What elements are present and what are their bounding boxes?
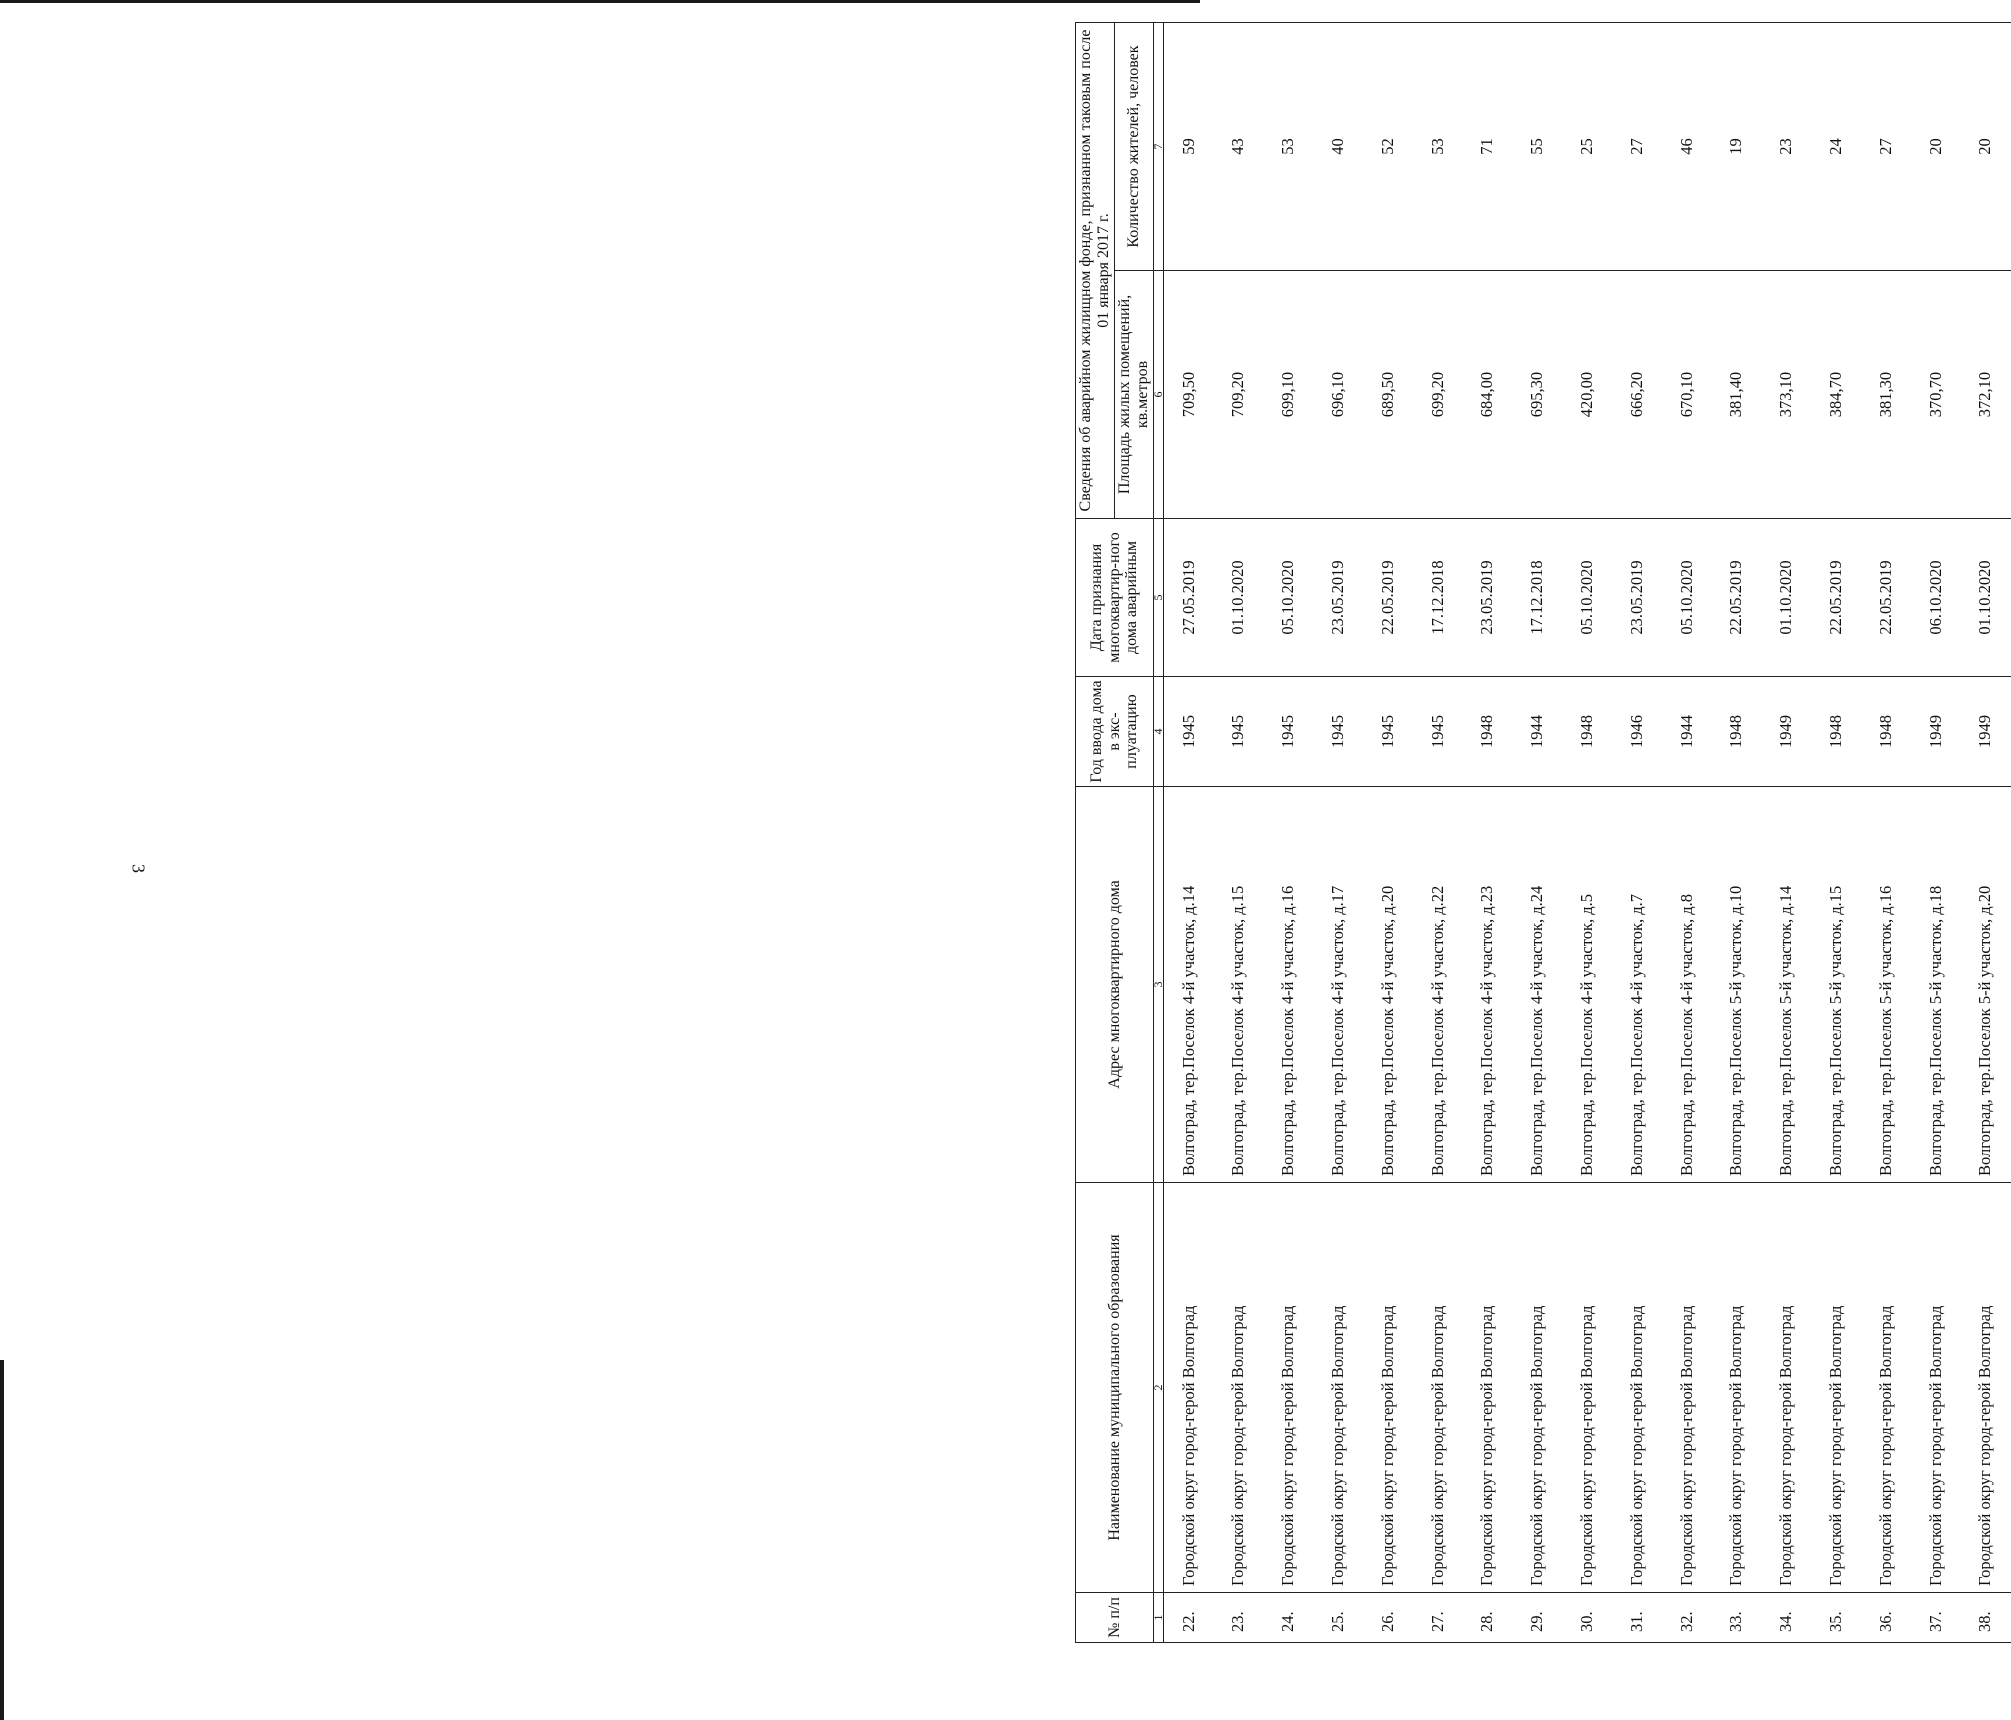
- cell-year: 1945: [1164, 677, 1214, 787]
- cell-municipality: Городской округ город-герой Волгоград: [1264, 1183, 1314, 1593]
- cell-date: 05.10.2020: [1662, 519, 1712, 677]
- cell-year: 1945: [1313, 677, 1363, 787]
- table-row: [1463, 22, 1513, 1642]
- cell-date: 17.12.2018: [1513, 519, 1563, 677]
- cell-no: 22.: [1164, 1593, 1214, 1643]
- cell-municipality: Городской округ город-герой Волгоград: [1612, 1183, 1662, 1593]
- cell-address: Волгоград, тер.Поселок 4-й участок, д.22: [1413, 787, 1463, 1183]
- header-municipality: Наименование муниципального образования: [1076, 1183, 1154, 1593]
- cell-no: 30.: [1562, 1593, 1612, 1643]
- cell-area: 420,00: [1562, 271, 1612, 519]
- cell-date: 22.05.2019: [1363, 519, 1413, 677]
- cell-address: Волгоград, тер.Поселок 5-й участок, д.20: [1961, 787, 2011, 1183]
- cell-no: 32.: [1662, 1593, 1712, 1643]
- cell-residents: 20: [1961, 22, 2011, 270]
- cell-area: 670,10: [1662, 271, 1712, 519]
- cell-no: 23.: [1214, 1593, 1264, 1643]
- table-row: [1264, 22, 1314, 1642]
- cell-no: 37.: [1911, 1593, 1961, 1643]
- cell-municipality: Городской округ город-герой Волгоград: [1463, 1183, 1513, 1593]
- table-row: [1612, 22, 1662, 1642]
- cell-area: 699,10: [1264, 271, 1314, 519]
- table-row: [1712, 22, 1762, 1642]
- cell-municipality: Городской округ город-герой Волгоград: [1363, 1183, 1413, 1593]
- cell-municipality: Городской округ город-герой Волгоград: [1961, 1183, 2011, 1593]
- cell-year: 1949: [1911, 677, 1961, 787]
- table-row: [1762, 22, 1812, 1642]
- cell-residents: 52: [1363, 22, 1413, 270]
- cell-residents: 24: [1811, 22, 1861, 270]
- table-row: [1562, 22, 1612, 1642]
- table-row: [1313, 22, 1363, 1642]
- cell-date: 01.10.2020: [1961, 519, 2011, 677]
- cell-municipality: Городской округ город-герой Волгоград: [1861, 1183, 1911, 1593]
- cell-date: 23.05.2019: [1313, 519, 1363, 677]
- cell-no: 26.: [1363, 1593, 1413, 1643]
- cell-address: Волгоград, тер.Поселок 5-й участок, д.18: [1911, 787, 1961, 1183]
- table-row: [1961, 22, 2011, 1642]
- scan-edge-top: [0, 0, 1200, 3]
- cell-residents: 23: [1762, 22, 1812, 270]
- cell-year: 1948: [1861, 677, 1911, 787]
- cell-date: 22.05.2019: [1861, 519, 1911, 677]
- cell-year: 1944: [1513, 677, 1563, 787]
- cell-address: Волгоград, тер.Поселок 5-й участок, д.14: [1762, 787, 1812, 1183]
- cell-date: 06.10.2020: [1911, 519, 1961, 677]
- cell-year: 1948: [1712, 677, 1762, 787]
- cell-address: Волгоград, тер.Поселок 4-й участок, д.16: [1264, 787, 1314, 1183]
- cell-residents: 25: [1562, 22, 1612, 270]
- table-row: [1911, 22, 1961, 1642]
- col-number: 5: [1154, 519, 1164, 677]
- table-body: [1164, 22, 2011, 1642]
- cell-municipality: Городской округ город-герой Волгоград: [1712, 1183, 1762, 1593]
- header-residents: Количество жителей, человек: [1115, 22, 1154, 270]
- cell-address: Волгоград, тер.Поселок 4-й участок, д.24: [1513, 787, 1563, 1183]
- cell-date: 27.05.2019: [1164, 519, 1214, 677]
- cell-date: 17.12.2018: [1413, 519, 1463, 677]
- cell-no: 35.: [1811, 1593, 1861, 1643]
- cell-no: 31.: [1612, 1593, 1662, 1643]
- cell-no: 24.: [1264, 1593, 1314, 1643]
- cell-area: 381,40: [1712, 271, 1762, 519]
- cell-municipality: Городской округ город-герой Волгоград: [1214, 1183, 1264, 1593]
- col-number: 2: [1154, 1183, 1164, 1593]
- cell-address: Волгоград, тер.Поселок 4-й участок, д.15: [1214, 787, 1264, 1183]
- table-row: [1363, 22, 1413, 1642]
- cell-year: 1945: [1413, 677, 1463, 787]
- table-row: [1811, 22, 1861, 1642]
- cell-municipality: Городской округ город-герой Волгоград: [1811, 1183, 1861, 1593]
- cell-municipality: Городской округ город-герой Волгоград: [1413, 1183, 1463, 1593]
- cell-area: 695,30: [1513, 271, 1563, 519]
- table-header: [1076, 22, 1164, 1642]
- cell-municipality: Городской округ город-герой Волгоград: [1562, 1183, 1612, 1593]
- cell-residents: 20: [1911, 22, 1961, 270]
- cell-area: 699,20: [1413, 271, 1463, 519]
- header-no: № п/п: [1076, 1593, 1154, 1643]
- cell-no: 29.: [1513, 1593, 1563, 1643]
- cell-address: Волгоград, тер.Поселок 4-й участок, д.7: [1612, 787, 1662, 1183]
- table-row: [1513, 22, 1563, 1642]
- cell-municipality: Городской округ город-герой Волгоград: [1762, 1183, 1812, 1593]
- cell-no: 27.: [1413, 1593, 1463, 1643]
- cell-municipality: Городской округ город-герой Волгоград: [1662, 1183, 1712, 1593]
- cell-address: Волгоград, тер.Поселок 5-й участок, д.15: [1811, 787, 1861, 1183]
- emergency-housing-table: [1075, 22, 2011, 1643]
- cell-residents: 59: [1164, 22, 1214, 270]
- cell-address: Волгоград, тер.Поселок 5-й участок, д.16: [1861, 787, 1911, 1183]
- page-number: 3: [128, 864, 149, 873]
- cell-residents: 55: [1513, 22, 1563, 270]
- cell-no: 34.: [1762, 1593, 1812, 1643]
- col-number: 3: [1154, 787, 1164, 1183]
- cell-residents: 19: [1712, 22, 1762, 270]
- cell-year: 1946: [1612, 677, 1662, 787]
- table-row: [1214, 22, 1264, 1642]
- cell-area: 384,70: [1811, 271, 1861, 519]
- cell-residents: 53: [1413, 22, 1463, 270]
- cell-address: Волгоград, тер.Поселок 4-й участок, д.5: [1562, 787, 1612, 1183]
- cell-date: 23.05.2019: [1612, 519, 1662, 677]
- cell-area: 373,10: [1762, 271, 1812, 519]
- cell-residents: 53: [1264, 22, 1314, 270]
- cell-date: 01.10.2020: [1214, 519, 1264, 677]
- cell-residents: 46: [1662, 22, 1712, 270]
- col-number: 6: [1154, 271, 1164, 519]
- table-row: [1662, 22, 1712, 1642]
- cell-residents: 27: [1861, 22, 1911, 270]
- cell-no: 28.: [1463, 1593, 1513, 1643]
- cell-date: 22.05.2019: [1712, 519, 1762, 677]
- cell-address: Волгоград, тер.Поселок 4-й участок, д.17: [1313, 787, 1363, 1183]
- cell-residents: 71: [1463, 22, 1513, 270]
- cell-no: 38.: [1961, 1593, 2011, 1643]
- cell-no: 36.: [1861, 1593, 1911, 1643]
- cell-date: 05.10.2020: [1264, 519, 1314, 677]
- cell-area: 666,20: [1612, 271, 1662, 519]
- col-number: 4: [1154, 677, 1164, 787]
- cell-address: Волгоград, тер.Поселок 4-й участок, д.8: [1662, 787, 1712, 1183]
- scan-edge-left: [0, 1360, 4, 1720]
- col-number: 1: [1154, 1593, 1164, 1643]
- cell-residents: 40: [1313, 22, 1363, 270]
- cell-date: 05.10.2020: [1562, 519, 1612, 677]
- cell-municipality: Городской округ город-герой Волгоград: [1313, 1183, 1363, 1593]
- table-row: [1861, 22, 1911, 1642]
- rotated-page: [1075, 23, 1999, 1643]
- cell-no: 33.: [1712, 1593, 1762, 1643]
- table-row: [1164, 22, 1214, 1642]
- cell-area: 689,50: [1363, 271, 1413, 519]
- cell-year: 1949: [1762, 677, 1812, 787]
- cell-municipality: Городской округ город-герой Волгоград: [1164, 1183, 1214, 1593]
- cell-municipality: Городской округ город-герой Волгоград: [1911, 1183, 1961, 1593]
- cell-year: 1945: [1264, 677, 1314, 787]
- cell-year: 1944: [1662, 677, 1712, 787]
- cell-residents: 43: [1214, 22, 1264, 270]
- cell-date: 01.10.2020: [1762, 519, 1812, 677]
- cell-area: 709,20: [1214, 271, 1264, 519]
- cell-year: 1948: [1562, 677, 1612, 787]
- cell-no: 25.: [1313, 1593, 1363, 1643]
- cell-address: Волгоград, тер.Поселок 5-й участок, д.10: [1712, 787, 1762, 1183]
- cell-residents: 27: [1612, 22, 1662, 270]
- cell-area: 372,10: [1961, 271, 2011, 519]
- cell-area: 709,50: [1164, 271, 1214, 519]
- cell-date: 23.05.2019: [1463, 519, 1513, 677]
- cell-area: 370,70: [1911, 271, 1961, 519]
- col-number: 7: [1154, 22, 1164, 270]
- header-info-group: Сведения об аварийном жилищном фонде, признанном таковым после 01 января 2017 г.: [1076, 22, 1115, 518]
- cell-year: 1948: [1811, 677, 1861, 787]
- cell-date: 22.05.2019: [1811, 519, 1861, 677]
- cell-year: 1945: [1363, 677, 1413, 787]
- cell-year: 1945: [1214, 677, 1264, 787]
- cell-year: 1948: [1463, 677, 1513, 787]
- cell-year: 1949: [1961, 677, 2011, 787]
- header-year: Год ввода дома в экс-плуатацию: [1076, 677, 1154, 787]
- cell-address: Волгоград, тер.Поселок 4-й участок, д.14: [1164, 787, 1214, 1183]
- table-row: [1413, 22, 1463, 1642]
- cell-municipality: Городской округ город-герой Волгоград: [1513, 1183, 1563, 1593]
- header-address: Адрес многоквартирного дома: [1076, 787, 1154, 1183]
- cell-address: Волгоград, тер.Поселок 4-й участок, д.20: [1363, 787, 1413, 1183]
- cell-area: 381,30: [1861, 271, 1911, 519]
- cell-address: Волгоград, тер.Поселок 4-й участок, д.23: [1463, 787, 1513, 1183]
- cell-area: 684,00: [1463, 271, 1513, 519]
- cell-area: 696,10: [1313, 271, 1363, 519]
- header-area: Площадь жилых помещений, кв.метров: [1115, 271, 1154, 519]
- header-date: Дата признания многоквартир-ного дома аварийным: [1076, 519, 1154, 677]
- column-number-row: [1154, 22, 1164, 1642]
